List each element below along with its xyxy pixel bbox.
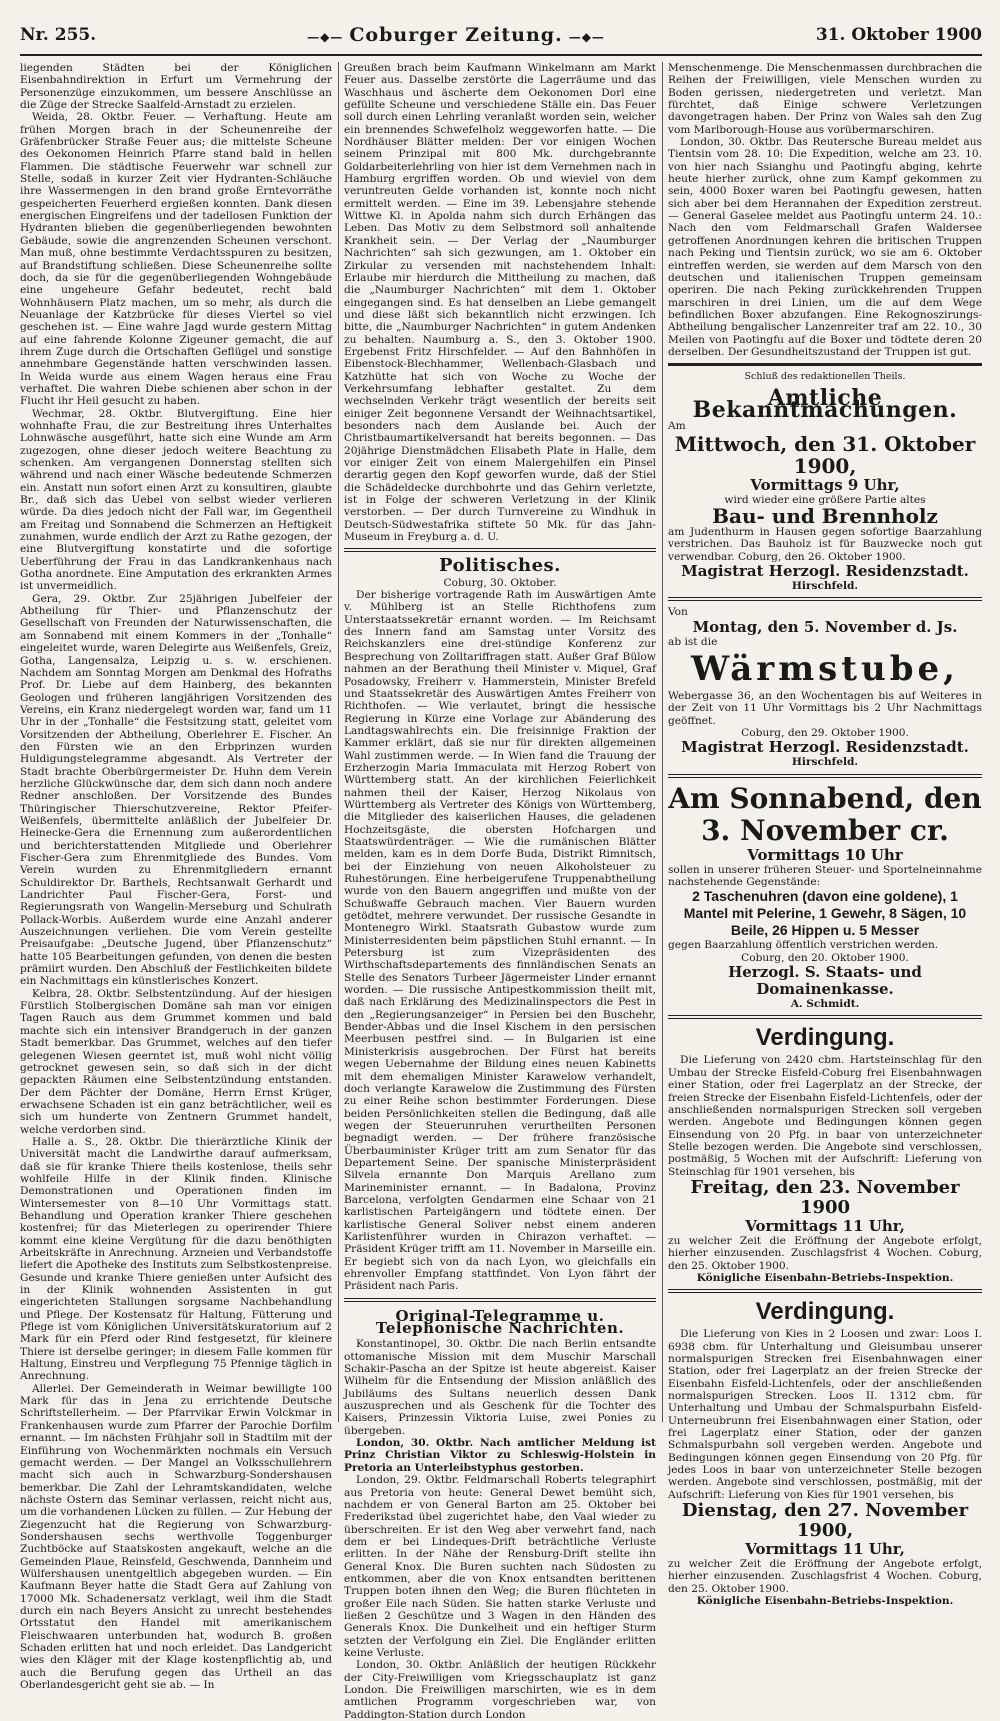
- ad-signature: Herzogl. S. Staats- und Domainenkasse.: [728, 963, 922, 999]
- paper-title: Coburger Zeitung.: [349, 24, 563, 46]
- ad-place: Coburg, den 29. Oktober 1900.: [741, 727, 909, 740]
- ad-body: Die Lieferung von 2420 cbm. Hartsteinschlag für den Umbau der Strecke Eisfeld-Coburg frei Eisenbahnwagen einer Station, oder frei Lagerplatz an der Strecke, der freien Strecke der Eisenbahn Eisfeld-Lichtenfels, oder der anschließenden normalspurigen Strecken soll vergeben werden. Angebote und Bedingungen können gegen Einsendung von 20 Pfg. in baar von unterzeichneter Stelle bezogen werden. Die Angebote sind verschlossen, postmäßig, 5 Wochen mit der Aufschrift: Lieferung von Steinschlag für 1901 versehen, bis: [668, 1054, 982, 1178]
- column-2: [344, 62, 656, 1721]
- ad-brennholz: [668, 420, 982, 592]
- ad-body: gegen Baarzahlung öffentlich verstrichen werden.: [668, 939, 939, 952]
- ad-title: Am Sonnabend, den 3. November cr.: [668, 781, 982, 847]
- ad-title: Verdingung.: [755, 1298, 895, 1326]
- ad-body: zu welcher Zeit die Eröffnung der Angebote erfolgt, hierher einzusenden. Zuschlagsfrist 4 Wochen. Coburg, den 25. Oktober 1900.: [668, 1558, 982, 1595]
- ad-items: 2 Taschenuhren (davon eine goldene), 1 Mantel mit Pelerine, 1 Gewehr, 8 Sägen, 10 Beile, 26 Hippen u. 5 Messer: [683, 888, 967, 939]
- ad-time: Vormittags 11 Uhr,: [745, 1540, 905, 1559]
- article-halle: Halle a. S., 28. Oktbr. Die thierärztliche Klinik der Universität macht die Landwirthe darauf aufmerksam, daß sie für kranke Thiere theils kostenlose, theils sehr wohlfeile Hilfe in der Klinik finden. Klinische Demonstrationen und Operationen finden im Wintersemester von 8—10 Uhr Vormittags statt. Behandlung und Operation kranker Thiere geschehen kostenfrei; für das Mieterlegen zu operirender Thiere kommt eine kleine Vergütung für die dazu benöthigten Arbeitskräfte in Anrechnung. Arzneien und Verbandstoffe liefert die Apotheke des Instituts zum Selbstkostenpreise. Gesunde und kranke Thiere genießen unter Aufsicht des in der Klinik wohnenden Assistenten in gut eingerichteten Stallungen sorgsame Nachbehandlung und Pflege. Der Kostensatz für Haltung, Fütterung und Pflege ist vom Königlichen Universitätskuratorium auf 2 Mark für ein Pferd oder Rind festgesetzt, für kleinere Thiere ist derselbe geringer; in diesem Falle kommen für Haltung, Einstreu und Verpflegung 75 Pfennige täglich in Anrechnung.: [20, 1135, 332, 1383]
- article-weida: Weida, 28. Oktbr. Feuer. — Verhaftung. Heute am frühen Morgen brach in der Scheunenreihe der Gräfenbrücker Straße Feuer aus; die mittelste Scheune des Oekonomen Heinrich Pfarre stand bald in hellen Flammen. Die städtische Feuerwehr war schnell zur Stelle, sodaß in kurzer Zeit vier Hydranten-Schläuche ihre Wassermengen in den brand große Erntevorräthe gespeicherten Feuerherd ergießen konnten. Dank diesen energischen Eingreifens und der tadellosen Funktion der Hydranten blieben die gegenüberliegenden bewohnten Gebäude, sowie die angrenzenden Scheunen verschont. Man muß, ohne bestimmte Verdachtsspuren zu besitzen, auf Brandstiftung schließen. Diese Scheunenreihe sollte doch, da sie für die gegenüberliegenden Wohngebäude eine ungeheure Gefahr bedeutet, recht bald Wohnhäusern Platz machen, um so mehr, als durch die Neuanlage der Katzbrücke für dieses Viertel so viel geschehen ist. — Eine wahre Jagd wurde gestern Mittag auf eine fahrende Kolonne Zigeuner gemacht, die auf ihrem Zuge durch die Ortschaften Geflügel und sonstige annehmbare Gegenstände hatten verschwinden lassen. In Weida wurde aus einem Wagen heraus eine Frau verhaftet. Die wahren Diebe schienen aber schon in der Flucht ihr Heil gesucht zu haben.: [20, 111, 332, 408]
- ad-signer: Hirschfeld.: [791, 756, 859, 769]
- editorial-end-note: Schluß des redaktionellen Theils.: [744, 371, 906, 383]
- divider: [344, 548, 656, 552]
- ad-waermstube: [668, 606, 982, 768]
- ad-date: Mittwoch, den 31. Oktober 1900,: [674, 431, 976, 478]
- telegram-london-4: London, 30. Oktbr. Das Reutersche Bureau meldet aus Tientsin vom 28. 10: Die Expedition, welche am 23. 10. von hier nach Ssianghu und Paotingfu abging, kehrte heute hierher zurück, ohne zum Kampf gekommen zu sein, 4000 Boxer waren bei Paotingfu gewesen, hatten sich aber bei dem Herannahen der Expedition zerstreut. — General Gaselee meldet aus Paotingfu unterm 24. 10.: Nach den vom Feldmarschall Grafen Waldersee getroffenen Anordnungen kehren die britischen Truppen nach Peking und Tientsin zurück, wo sie am 6. Oktober eintreffen werden, sie werden auf dem Marsch von den deutschen und italienischen Truppen gemeinsam operiren. Die nach Peking zurückkehrenden Truppen marschiren in drei Linien, um die auf dem Wege befindlichen Boxer abzufangen. Eine Rekognoszirungs-Abtheilung bengalischer Lanzenreiter traf am 22. 10., 30 Meilen von Paotingfu auf die Boxer und tödtete deren 20 derselben. Der Gesundheitszustand der Truppen ist gut.: [668, 136, 982, 358]
- ad-item: Bau- und Brennholz: [712, 503, 938, 528]
- divider: [668, 363, 982, 366]
- telegram-london-3: London, 30. Oktbr. Anläßlich der heutigen Rückkehr der City-Freiwilligen vom Kriegsschauplatz ist ganz London. Die Freiwilligen marschirten, wie es in dem amtlichen Programm vorgeschrieben war, von Paddington-Station durch London: [344, 1659, 656, 1721]
- article-allerlei: Allerlei. Der Gemeinderath in Weimar bewilligte 100 Mark für das in Jena zu errichtende Deutsche Schriftstellerheim. — Der Pfarrvikar Erwin Volckmar in Frankenhausen wurde zum Pfarrer der Parochie Dorfilm ernannt. — Im nächsten Frühjahr soll in Stadtilm mit der Einführung von Wochenmärkten nochmals ein Versuch gemacht werden. — Der Mangel an Volksschullehrern macht sich auch in Schwarzburg-Sondershausen bemerkbar. Die Zahl der Lehramtskandidaten, welche nächste Ostern das Seminar verlassen, reicht nicht aus, um die vorhandenen Lücken zu füllen. — Zur Hebung der Ziegenzucht hat die Regierung von Schwarzburg-Sondershausen sechs werthvolle Toggenburger Zuchtböcke auf Staatskosten angekauft, welche an die Gemeinden Plaue, Reinsfeld, Geschwenda, Dannheim und Wülfershausen unentgeltlich abgegeben wurden. — Ein Kaufmann Beyer hatte die Stadt Gera auf Zahlung von 17000 Mk. Schadenersatz verklagt, weil ihm die Stadt durch ein nach Beyers Ansicht zu unrecht bestehendes Ortsstatut den Handel mit amerikanischem Fleischwaaren unterbunden hat, wodurch B. großen Schaden erlitten hat und noch erleidet. Das Landgericht wies den Kläger mit der Klage kostenpflichtig ab, und auch die Berufung gegen das Urtheil an das Oberlandesgericht geht sie ab. — In: [20, 1382, 332, 1692]
- column-3: [668, 62, 982, 1608]
- article-gera: Gera, 29. Oktbr. Zur 25jährigen Jubelfeier der Abtheilung für Thier- und Pflanzenschutz der Gesellschaft von Freunden der Naturwissenschaften, die am Sonnabend mit einem Kommers in der „Tonhalle“ eingeleitet wurde, waren Delegirte aus Weißenfels, Greiz, Gotha, Langensalza, Leipzig u. s. w. erschienen. Nachdem am Sonntag Morgen am Denkmal des Hofraths Prof. Dr. Liebe auf dem Hainberg, des bekannten Geologen und früheren langjährigen Vorsitzenden des Vereins, ein Kranz niedergelegt worden war, fand um 11 Uhr in der „Tonhalle“ die Festsitzung statt, geleitet vom Vorsitzenden der Abtheilung, Oberlehrer E. Fischer. An den Fürsten wie an den Erbprinzen wurden Huldigungstelegramme abgesandt. Als Vertreter der Stadt brachte Oberbürgermeister Dr. Huhn dem Verein herzliche Glückwünsche dar, dem sich dann noch andere Redner anschloßen. Der Vorsitzende des Bundes Thüringischer Thierschutzvereine, Rektor Pfeifer-Weißenfels, übermittelte anläßlich der Jubelfeier Dr. Heinecke-Gera die Ernennung zum außerordentlichen und berichterstattenden Mitgliede und Oberlehrer Fischer-Gera zum Ehrenmitgliede des Bundes. Vom Verein wurden zu Ehrenmitgliedern ernannt Schuldirektor Dr. Barthels, Rechtsanwalt Gerhardt und Landrichter Paul Fischer-Gera, Forst- und Regierungsrath von Wangelin-Merseburg und Schulrath Pollack-Worbis. Außerdem wurde eine Anzahl anderer Auszeichnungen verliehen. Die vom Verein gestellte Preisaufgabe: „Deutsche Jugend, über Pflanzenschutz“ hatte 105 Bearbeitungen gefunden, von denen die besten prämiirt wurden. Den Abschluß der Festlichkeiten bildete ein Nachmittags ein künstlerisches Konzert.: [20, 592, 332, 988]
- ad-signature: Magistrat Herzogl. Residenzstadt.: [681, 562, 969, 580]
- ad-body: zu welcher Zeit die Eröffnung der Angebote erfolgt, hierher einzusenden. Zuschlagsfrist 4 Wochen. Coburg, den 25. Oktober 1900.: [668, 1234, 982, 1272]
- section-title-official: Amtliche Bekanntmachungen.: [692, 384, 958, 423]
- issue-date: 31. Oktober 1900: [815, 25, 982, 45]
- ad-verdingung-1: [668, 1024, 982, 1284]
- ad-body: am Judenthurm in Hausen gegen sofortige Baarzahlung verstrichen. Das Bauholz ist für Bauzwecke noch gut verwendbar. Coburg, den 26. Oktober 1900.: [668, 525, 982, 563]
- ad-text: wird wieder eine größere Partie altes: [724, 493, 926, 506]
- ad-signature: Magistrat Herzogl. Residenzstadt.: [681, 738, 969, 757]
- article-paragraph: Greußen brach beim Kaufmann Winkelmann am Markt Feuer aus. Dasselbe zerstörte die Lagerräume und das Waschhaus und äscherte dem Oekonomen Dorl eine gefüllte Scheune und verschiedene Ställe ein. Das Feuer soll durch einen Lehrling veranlaßt worden sein, welcher ein brennendes Schwefelholz weggeworfen hatte. — Die Nordhäuser Blätter melden: Der vor einigen Wochen seinem Prinzipal mit 800 Mk. durchgebrannte Goldarbeiterlehrling von hier ist dem Vernehmen nach in Hamburg ergriffen worden. Ob und wieviel von dem veruntreuten Gelde vorhanden ist, konnte noch nicht ermittelt werden. — Eine im 39. Lebensjahre stehende Wittwe Kl. in Apolda nahm sich durch Erhängen das Leben. Das Motiv zu dem Selbstmord soll anhaltende Krankheit sein. — Der Verlag der „Naumburger Nachrichten“ sah sich gezwungen, am 1. Oktober ein Zirkular zu versenden mit nachstehendem Inhalt: Erlaube mir hierdurch die Mittheilung zu machen, daß die „Naumburger Nachrichten“ mit dem 1. Oktober eingegangen sind. Es hat denselben an Liebe gemangelt und diese läßt sich bekanntlich nicht erzwingen. Ich bitte, die „Naumburger Nachrichten“ in gutem Andenken zu behalten. Naumburg a. S., den 3. Oktober 1900. Ergebenst Fritz Hirschfelder. — Auf den Bahnhöfen in Eibenstock-Blechhammer, Wellenbach-Glasbach und Katzhütte hat sich von Woche zu Woche der Verkehrsumfang lebhafter gestaltet. Zu dem wechselnden Verkehr trägt wesentlich der bereits seit einiger Zeit begonnene Versandt der Weihnachtsartikel, besonders nach dem Auslande bei. Auch der Christbaumartikelversandt hat bereits begonnen. — Das 20jährige Dienstmädchen Elisabeth Plate in Halle, dem vor einiger Zeit von einem Malergehilfen ein Pinsel derartig gegen den Kopf geworfen wurde, daß der Stiel die Schädeldecke durchbohrte und das Gehirn verletzte, ist in Folge der schweren Verletzung in der Klinik verstorben. — Der durch Turnvereine zu Windhuk in Deutsch-Südwestafrika stiftete 50 Mk. für das Jahn-Museum in Freyburg a. d. U.: [344, 62, 656, 544]
- ad-signer: Hirschfeld.: [791, 580, 859, 592]
- ad-ab: ab ist die: [668, 635, 718, 648]
- ad-date: Dienstag, den 27. November 1900,: [681, 1500, 969, 1542]
- ad-place: Coburg, den 20. Oktober 1900.: [741, 951, 909, 964]
- telegram-london-1: London, 30. Oktbr. Nach amtlicher Meldung ist Prinz Christian Viktor zu Schleswig-Holstein in Pretoria an Unterleibstyphus gestorben.: [344, 1437, 656, 1474]
- ad-title: Wärmstube,: [691, 649, 959, 690]
- article-wechmar: Wechmar, 28. Oktbr. Blutvergiftung. Eine hier wohnhafte Frau, die zur Bestreitung ihres Unterhaltes Lohnwäsche ausgeführt, hatte sich eine Wunde am Arm zugezogen, ohne dieser jedoch weitere Beachtung zu schenken. Am vergangenen Donnerstag stellten sich während und nach einer Wäsche bedeutende Schmerzen ein. Anstatt nun sofort einen Arzt zu konsultiren, glaubte Br., daß sich das Uebel von selbst wieder verlieren würde. Da dies jedoch nicht der Fall war, im Gegentheil am Freitag und Sonnabend die Schmerzen an Heftigkeit zunahmen, wurde endlich der Arzt zu Rathe gezogen, der eine Blutvergiftung konstatirte und die sofortige Ueberführung der Frau in das Landkrankenhaus nach Gotha anordnete. Eine Amputation des erkrankten Armes ist unvermeidlich.: [20, 407, 332, 593]
- telegram-london-2: London, 29. Oktbr. Feldmarschall Roberts telegraphirt aus Pretoria von heute: General Dewet bemüht sich, nachdem er von General Barton am 25. Oktober bei Frederikstad übel zugerichtet habe, den Vaal wieder zu überschreiten. Er ist den Weg aber verwehrt fand, nach dem er bei Lindeques-Drift beträchtliche Verluste erlitten. In der Nähe der Rensburg-Drift stellte ihn General Knox. Die Buren suchten nach Südosten zu entkommen, aber die von Knox entsandten berittenen Truppen boten ihnen den Weg; die Buren flüchteten in großer Eile nach Süden. Sie hatten starke Verluste und ließen 2 Geschütze und 3 Wagen in den Händen des Generals Knox. Die Dunkelheit und ein heftiger Sturm setzten der Verfolgung ein Ziel. Die Engländer erlitten keine Verluste.: [344, 1474, 656, 1659]
- article-paragraph: liegenden Städten bei der Königlichen Eisenbahndirektion in Erfurt um Vermehrung der Personenzüge einzukommen, um bessere Anschlüsse an die Züge der Strecke Saalfeld-Arnstadt zu erzielen.: [20, 62, 332, 112]
- ad-signature: Königliche Eisenbahn-Betriebs-Inspektion.: [696, 1271, 954, 1284]
- ad-time: Vormittags 9 Uhr,: [750, 475, 900, 494]
- ad-verdingung-2: [668, 1298, 982, 1607]
- column-rule: [662, 62, 663, 1422]
- article-politics: Der bisherige vortragende Rath im Auswärtigen Amte v. Mühlberg ist an Stelle Richthofens zum Unterstaatssekretär ernannt worden. — Im Reichsamt des Innern fand am Samstag unter Vorsitz des Reichskanzlers eine drei-stündige Konferenz zur Besprechung von Zolltariffragen statt. Außer Graf Bülow nahmen an der Berathung theil Minister v. Miquel, Graf Posadowsky, Freiherr v. Hammerstein, Minister Brefeld und Staatssekretär des Auswärtigen Amtes Freiherr von Richthofen. — Wie verlautet, bringt die hessische Regierung in Kürze eine Vorlage zur Abänderung des Landtagswahlrechts ein. Die freisinnige Fraktion der Kammer erklärt, daß sie nur für direkten allgemeinen Wahl zustimmen werde. — In Wien fand die Trauung der Erzherzogin Maria Immaculata mit Herzog Robert von Württemberg statt. An der kirchlichen Feierlichkeit nahmen theil der Kaiser, Herzog Nikolaus von Württemberg als Vertreter des Königs von Württemberg, die Mitglieder des kaiserlichen Hauses, die geladenen Hochzeitsgäste, die obersten Hofchargen und Staatswürdenträger. — Wie die rumänischen Blätter melden, kam es in dem Dorfe Buda, Distrikt Rimnitsch, bei der Einziehung von neuen Alkoholsteuer zu Ruhestörungen. Eine herbeigerufene Truppenabtheilung wurde von den Bauern angegriffen und mußte von der Schußwaffe Gebrauch machen. Vier Bauern wurden getödtet, mehrere verwundet. Der russische Gesandte in Montenegro Wirkl. Staatsrath Gubastow wurde zum Ministerresidenten beim päpstlichen Stuhl ernannt. — In Petersburg ist zum Vizepräsidenten des Wirthschaftsdepartements des finnländischen Senats an Stelle des Senators Turbeer Jägermeister Linder ernannt worden. — Die russische Antipestkommission theilt mit, daß nach Erklärung des Medizinalinspectors die Pest in den „Regierungsanzeiger“ in Persien bei den Buschehr, Bender-Abbas und die Insel Kischem in den persischen Meerbusen pestfrei sind. — In Bulgarien ist eine Ministerkrisis ausgebrochen. Der Fürst hat bereits wegen Uebernahme der Bildung eines neuen Kabinetts mit dem ehemaligen Minister Karawelow verhandelt, doch verlangte Karawelow die Zustimmung des Fürsten zu einer Reihe schon bestimmter Forderungen. Diese beiden Persönlichkeiten stellen die Bedingung, daß alle wegen der Steuerunruhen verurtheilten Personen begnadigt werden. — Der frühere französische Überbauminister Krüger tritt am zum Senator für das Departement Seine. Der spanische Ministerpräsident Silvela ernannte Don Marquis Arellano zum Marineminister ernannt. — In Badalona, Provinz Barcelona, verfolgten Gendarmen eine Schaar von 21 karlistischen Parteigängern und tödtete einen. Der karlistische General Soliver nebst einem anderen Karlistenführer wurden in Chirazon verhaftet. — Präsident Krüger trifft am 11. November in Marseille ein. Er begiebt sich von da nach Lyon, wo gleichfalls ein ehrenvoller Empfang stattfindet. Von Lyon fährt der Präsident nach Paris.: [344, 589, 656, 1293]
- newspaper-page: [20, 16, 982, 1721]
- ad-date: Montag, den 5. November d. Js.: [692, 617, 958, 636]
- page-header: [20, 16, 982, 56]
- ad-body: Die Lieferung von Kies in 2 Loosen und zwar: Loos I. 6938 cbm. für Unterhaltung und Gleisumbau unserer normalspurigen Strecken frei Eisenbahnwagen einer Station, oder frei Lagerplatz an der freien Strecke der Eisenbahn Eisfeld-Lichtenfels, oder der anschließenden normalspurigen Strecken. Loos II. 1312 cbm. für Unterhaltung und Umbau der Schmalspurbahn Eisfeld-Unterneubrunn frei Eisenbahnwagen einer Station, oder frei Lagerplatz einer Station, oder der ganzen Schmalspurbahn soll vergeben werden. Angebote und Bedingungen können gegen Einsendung von 20 Pfg. für jedes Loos in baar von unterzeichneter Stelle bezogen werden. Angebote sind verschlossen, postmäßig, mit der Aufschrift: Lieferung von Kies für 1901 versehen, bis: [668, 1328, 982, 1501]
- issue-number: Nr. 255.: [20, 25, 97, 45]
- telegram-konstantinopel: Konstantinopel, 30. Oktbr. Die nach Berlin entsandte ottomanische Mission mit dem Muschir Marschall Schakir-Pascha an der Spitze ist heute abgereist. Kaiser Wilhelm für die Entsendung der Mission anläßlich des Jubiläums des Sultans neuerlich dessen Dank auszusprechen und als Geschenk für die Tochter des Kaisers, Prinzessin Viktoria Luise, zwei Ponies zu übergeben.: [344, 1338, 656, 1437]
- divider: [668, 1015, 982, 1019]
- section-title-politics: Politisches.: [439, 555, 561, 577]
- divider: [344, 1298, 656, 1302]
- divider: [668, 597, 982, 601]
- ad-time: Vormittags 11 Uhr,: [745, 1216, 905, 1235]
- ad-body: Webergasse 36, an den Wochentagen bis auf Weiteres in der Zeit von 11 Uhr Vormittags bis 2 Uhr Nachmittags geöffnet.: [668, 690, 982, 727]
- ad-von: Von: [668, 606, 688, 619]
- ad-signature: Königliche Eisenbahn-Betriebs-Inspektion.: [696, 1595, 954, 1608]
- article-kelbra: Kelbra, 28. Oktbr. Selbstentzündung. Auf der hiesigen Fürstlich Stolbergischen Domäne sah man vor einigen Tagen Rauch aus dem Grummet kommen und bald machte sich ein intensiver Brandgeruch in der ganzen Stadt bemerkbar. Das Grummet, welches auf den tiefer gelegenen Wiesen geerntet ist, muß wohl nicht völlig getrocknet gewesen sein, so daß sich in der dicht gepackten Räumen eine Selbstentzündung entstanden. Der dem Pächter der Domäne, Herrn Ernst Krüger, erwachsene Schaden ist ein ganz beträchtlicher, weil es sich um hunderte von Zentnern Grummet handelt, welche verdorben sind.: [20, 987, 332, 1136]
- divider: [668, 774, 982, 778]
- article-paragraph: Menschenmenge. Die Menschenmassen durchbrachen die Reihen der Freiwilligen, viele Menschen wurden zu Boden gerissen, niedergetreten und verletzt. Man fürchtet, daß Einige schwere Verletzungen davongetragen haben. Der Prinz von Wales sah den Zug vom Marlborough-House aus vorübermarschiren.: [668, 62, 982, 136]
- column-rule: [338, 62, 339, 1422]
- ad-title: Verdingung.: [755, 1024, 895, 1052]
- divider: [668, 1289, 982, 1293]
- ad-date: Freitag, den 23. November 1900: [690, 1176, 960, 1218]
- ad-am: Am: [668, 420, 686, 433]
- ad-signer: A. Schmidt.: [790, 998, 860, 1011]
- dateline: Coburg, 30. Oktober.: [443, 576, 557, 589]
- masthead: —◆— Coburger Zeitung. —◆—: [307, 24, 605, 46]
- section-title-telegrams: Original-Telegramme u. Telephonische Nachrichten.: [375, 1306, 625, 1338]
- ad-body: sollen in unserer früheren Steuer- und Sportelneinnahme nachstehende Gegenstände:: [668, 863, 982, 889]
- ad-auction: [668, 783, 982, 1011]
- ad-time: Vormittags 10 Uhr: [747, 845, 903, 864]
- column-1: [20, 62, 332, 1692]
